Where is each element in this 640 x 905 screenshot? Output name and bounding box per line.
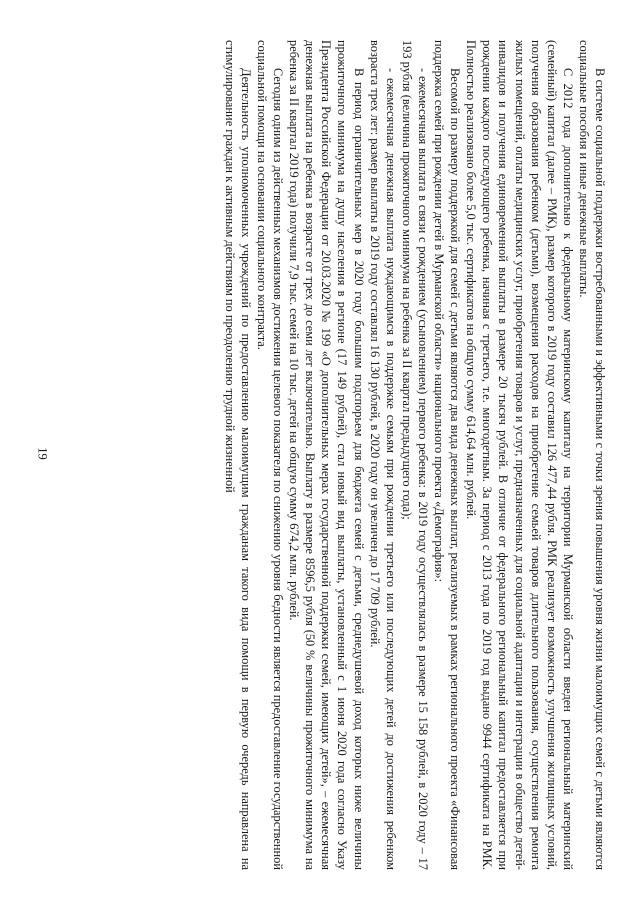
page-number: 19 — [35, 447, 50, 460]
paragraph-first-child-payment: - ежемесячная выплата в связи с рождением (усыновлением) первого ребенка: в 2019 году осуществлялась в размере 15 158 рублей, в 2020 году – 17 193 рубля (величина прожиточного минимума на ребенка за II квартал предыдущего года); — [399, 40, 430, 870]
paragraph-restrictions-period: В период ограничительных мер в 2020 году большим подспорьем для бюджета семей с детьми, среднедушевой доход которых ниже величины прожиточного минимума на душу населения в регионе (17 149 рублей), стал новый вид выплаты, установленный с 1 июня 2020 года согласно Указу Президента Российской Федерации от 20.03.2020 № 199 «О дополнительных мерах государственной поддержки семей, имеющих детей», – ежемесячная денежная выплата на ребенка в возрасте от трех до семи лет включительно. Выплату в размере 8596,5 рубля (50 % величины прожиточного минимума на ребенка за II квартал 2019 года) получили 7,9 тыс. семей на 10 тыс. детей на общую сумму 674,2 млн. рублей. — [287, 40, 366, 870]
paragraph-third-child-payment: - ежемесячная денежная выплата нуждающимся в поддержке семьям при рождении третьего или последующих детей до достижения ребенком возраста трех лет: размер выплаты в 2019 году составлял 16 130 рублей, в 2020 году он увеличен до 17 709 рублей. — [367, 40, 398, 870]
page-body — [68, 40, 608, 870]
paragraph-social-contract: Сегодня одним из действенных механизмов достижения целевого показателя по снижению уровня бедности является предоставление государственной социальной помощи на основании социального контракта. — [255, 40, 286, 870]
paragraph-intro: В системе социальной поддержки востребованными и эффективными с точки зрения повышения уровня жизни малоимущих семей с детьми являются социальные пособия и иные денежные выплаты. — [576, 40, 607, 870]
paragraph-regional-capital: С 2012 года дополнительно к федеральному материнскому капиталу на территории Мурманской области введен региональный материнский (семейный) капитал (далее – РМК), размер которого в 2019 году составил 126 477,44 рубля. РМК реализует возможность улучшения жилищных условий, получения образования ребенком (детьми), возмещения расходов на приобретение семьей товаров длительного пользования, осуществления ремонта жилых помещений, оплаты медицинских услуг, приобретения товаров и услуг, предназначенных для социальной адаптации и интеграции в общество детей-инвалидов и получения единовременной выплаты в размере 20 тысяч рублей. В отличие от федерального региональный капитал предоставляется при рождении каждого последующего ребенка, начиная с третьего, т.е. многодетным. За период с 2013 года по 2019 год выдано 9944 сертификата на РМК. Полностью реализовано более 5,0 тыс. сертификатов на общую сумму 614,64 млн. рублей. — [464, 40, 575, 870]
paragraph-payments-overview: Весомой по размеру поддержкой для семей с детьми являются два вида денежных выплат, реализуемых в рамках регионального проекта «Финансовая поддержка семей при рождении детей в Мурманской области» национального проекта «Демография»: — [432, 40, 463, 870]
paragraph-institutions-activity: Деятельность уполномоченных учреждений по предоставлению малоимущим гражданам такого вида помощи в первую очередь направлена на стимулирование граждан к активным действиям по преодолению трудной жизненной — [222, 40, 253, 870]
